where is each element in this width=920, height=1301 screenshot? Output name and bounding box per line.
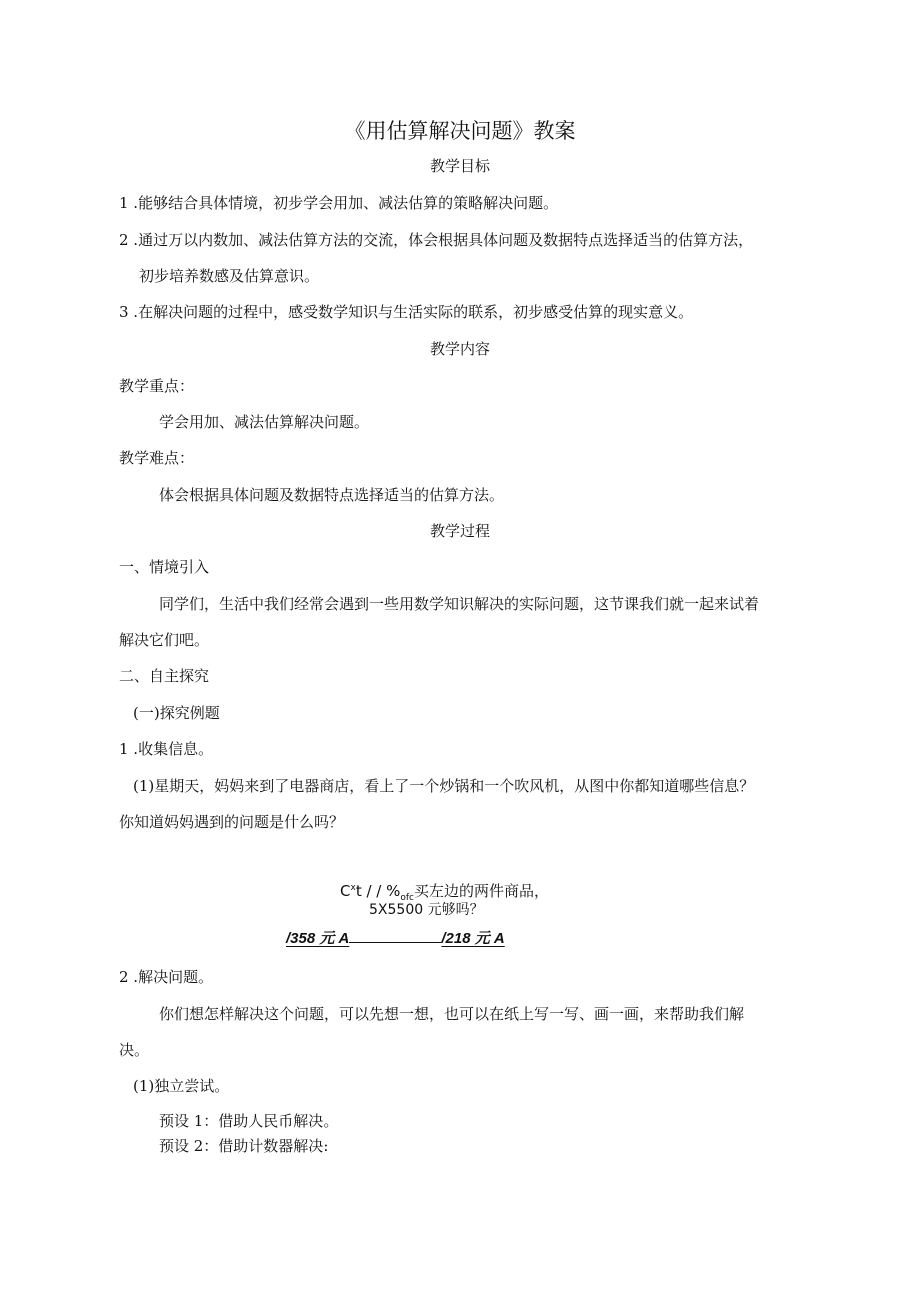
objective-2-cont: 初步培养数感及估算意识。 — [139, 267, 320, 285]
solve-line2: 决。 — [119, 1041, 150, 1059]
key-point-label: 教学重点： — [119, 377, 195, 395]
step1-paragraph-line1: 同学们，生活中我们经常会遇到一些用数学知识解决的实际问题，这节课我们就一起来试着 — [159, 595, 760, 613]
section-heading-content: 教学内容 — [429, 340, 490, 358]
objective-3: 3 .在解决问题的过程中，感受数学知识与生活实际的联系，初步感受估算的现实意义。 — [119, 303, 694, 321]
preset-2: 预设 2：借助计数器解决: — [159, 1137, 329, 1155]
step1-paragraph-line2: 解决它们吧。 — [119, 631, 210, 649]
collect-line1: (1)星期天，妈妈来到了电器商店，看上了一个炒锅和一个吹风机，从图中你都知道哪些信息？ — [133, 777, 755, 795]
difficulty-text: 体会根据具体问题及数据特点选择适当的估算方法。 — [159, 486, 505, 504]
objective-1: 1 .能够结合具体情境，初步学会用加、减法估算的策略解决问题。 — [119, 194, 559, 212]
collect-line2: 你知道妈妈遇到的问题是什么吗？ — [119, 813, 345, 831]
sub1-heading: (一)探究例题 — [133, 704, 220, 722]
document-title: 《用估算解决问题》教案 — [344, 119, 576, 143]
product-illustration — [280, 872, 640, 952]
solve-line1: 你们想怎样解决这个问题，可以先想一想，也可以在纸上写一写、画一画，来帮助我们解 — [159, 1005, 745, 1023]
difficulty-label: 教学难点： — [119, 449, 195, 467]
step1-heading: 一、情境引入 — [119, 558, 210, 576]
figure-speech-line2: 5X5500 元够吗？ — [369, 902, 484, 918]
preset-1: 预设 1：借助人民币解决。 — [159, 1112, 339, 1130]
try-heading: (1)独立尝试。 — [133, 1077, 230, 1095]
step2-heading: 二、自主探究 — [119, 667, 210, 685]
price-tag-wok: /358 元 A /218 元 A — [286, 930, 505, 947]
solve-heading: 2 .解决问题。 — [119, 968, 214, 986]
section-heading-process: 教学过程 — [429, 522, 490, 540]
figure-speech-line1: $C^xt$ / / $\%_{ofc}$买左边的两件商品， — [340, 882, 549, 903]
key-point-text: 学会用加、减法估算解决问题。 — [159, 413, 370, 431]
collect-heading: 1 .收集信息。 — [119, 740, 214, 758]
section-heading-objectives: 教学目标 — [429, 157, 490, 175]
objective-2: 2 .通过万以内数加、减法估算方法的交流，体会根据具体问题及数据特点选择适当的估算方法， — [119, 231, 754, 249]
